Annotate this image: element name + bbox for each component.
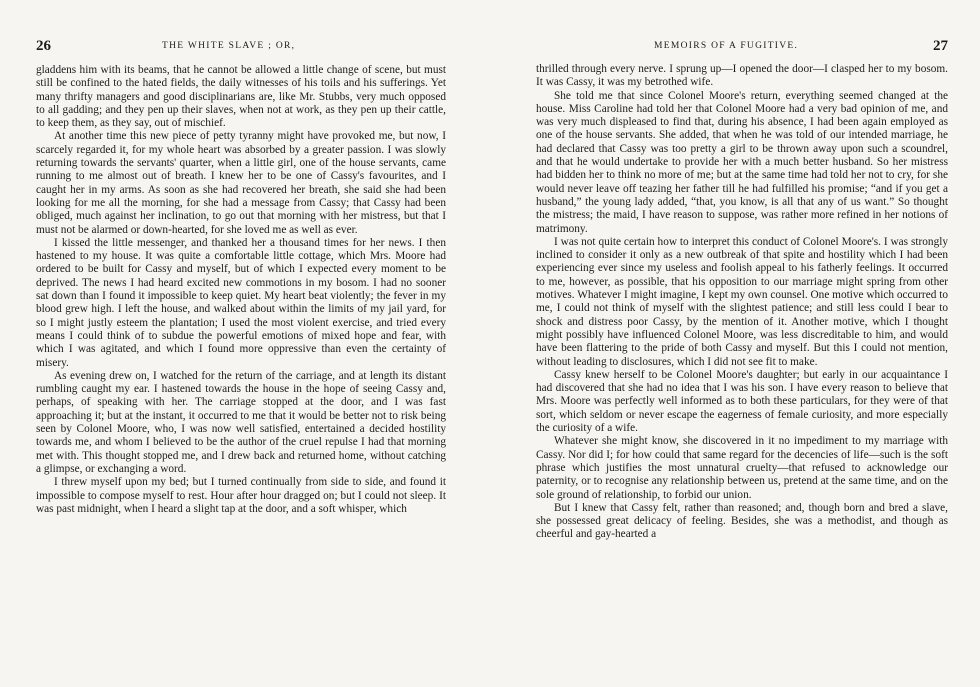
right-running-head: MEMOIRS OF A FUGITIVE. [654,41,799,51]
left-page-header [36,38,446,64]
paragraph: I threw myself upon my bed; but I turned continually from side to side, and found it impossible to compose myself to rest. Hour after hour dragged on; but I could not sleep. It was past midnight, when I heard a slight tap at the door, and a soft whisper, which [36,476,446,515]
paragraph: At another time this new piece of petty tyranny might have provoked me, but now, I scarcely regarded it, for my whole heart was absorbed by a greater passion. I was slowly returning towards the servants' quarter, when a little girl, one of the house servants, came running to me almost out of breath. I knew her to be one of Cassy's favourites, and I caught her in my arms. As soon as she had recovered her breath, she said she had been looking for me all the morning, for she had a message from Cassy; that Cassy had been obliged, much against her inclination, to go out that morning with her mistress, but that I must not be alarmed or down-hearted, for she loved me as well as ever. [36,130,446,236]
paragraph: thrilled through every nerve. I sprung up—I opened the door—I clasped her to my bosom. It was Cassy, it was my betrothed wife. [536,63,948,89]
left-running-head: THE WHITE SLAVE ; OR, [162,41,296,51]
paragraph: I was not quite certain how to interpret this conduct of Colonel Moore's. I was strongly inclined to consider it only as a new outbreak of that spite and hostility which I had been experiencing ever since my useless and foolish appeal to his fatherly feelings. It occurred to me, however, as possible, that his opposition to our marriage might spring from other motives. Whatever I might imagine, I kept my own counsel. One motive which occurred to me, I could not think of myself with the slightest patience; and still less could I bear to shock and distress poor Cassy, by the mention of it. Another motive, which I thought might possibly have influenced Colonel Moore, was less discreditable to him, and would have been flattering to the pride of both Cassy and myself. But this I could not mention, without leading to disclosures, which I did not see fit to make. [536,235,948,368]
paragraph: But I knew that Cassy felt, rather than reasoned; and, though born and bred a slave, she possessed great delicacy of feeling. Besides, she was a methodist, and though as cheerful and gay-hearted a [536,501,948,541]
left-page-body [36,64,446,516]
paragraph: As evening drew on, I watched for the return of the carriage, and at length its distant rumbling caught my ear. I hastened towards the house in the hope of seeing Cassy and, perhaps, of speaking with her. The carriage stopped at the door, and I was fast approaching it; but at the instant, it occurred to me that it would be better not to risk being seen by Colonel Moore, who, I was now well satisfied, entertained a decided hostility towards me, and whom I believed to be the author of the cruel repulse I had that morning met with. This thought stopped me, and I drew back and returned home, without catching a glimpse, or exchanging a word. [36,369,446,475]
left-page-number: 26 [36,38,51,54]
paragraph: gladdens him with its beams, that he cannot be allowed a little change of scene, but must still be confined to the hated fields, the daily witnesses of his toils and his sufferings. Yet many thrifty managers and good disciplinarians are, like Mr. Stubbs, very much opposed to all gadding; and they pen up their slaves, when not at work, as they pen up their cattle, to keep them, as they say, out of mischief. [36,64,446,130]
right-page-header [536,38,948,64]
paragraph: I kissed the little messenger, and thanked her a thousand times for her news. I then hastened to my house. It was quite a comfortable little cottage, which Mrs. Moore had ordered to be built for Cassy and myself, but of which I expected every moment to be deprived. The news I had heard excited new commotions in my bosom. I had no sooner sat down than I found it impossible to keep quiet. My heart beat violently; the fever in my blood grew high. I left the house, and walked about within the limits of my jail yard, for so I might justly esteem the plantation; I used the most violent exercise, and tried every means I could think of to subdue the powerful emotions of mixed hope and fear, with which I was agitated, and which I found more oppressive than even the certainty of misery. [36,236,446,369]
right-page [536,0,948,687]
paragraph: Cassy knew herself to be Colonel Moore's daughter; but early in our acquaintance I had discovered that she had no idea that I was his son. I have every reason to believe that Mrs. Moore was perfectly well informed as to both these particulars, for they were of that sort, which seldom or never escape the eagerness of female curiosity, and more especially the curiosity of a wife. [536,368,948,435]
right-page-body [536,63,948,542]
left-page [36,0,446,687]
right-page-number: 27 [933,38,948,54]
paragraph: Whatever she might know, she discovered in it no impediment to my marriage with Cassy. Nor did I; for how could that same regard for the decencies of life—such is the soft phrase which justifies the most unnatural cruelty—that refused to acknowledge our paternity, or to recognise any relationship between us, pretend at the same time, and on the sole ground of relationship, to forbid our union. [536,435,948,501]
paragraph: She told me that since Colonel Moore's return, everything seemed changed at the house. Miss Caroline had told her that Colonel Moore had a very bad opinion of me, and was very much displeased to find that, during his absence, I had been again employed as one of the house servants. She added, that when he was told of our intended marriage, he had declared that Cassy was too pretty a girl to be thrown away upon such a scoundrel, and that he would undertake to provide her with a much better husband. So her mistress had bidden her to think no more of me; but at the same time had told her not to cry, for she would never leave off teazing her father till he had fulfilled his promise; “and if you get a husband,” the young lady added, “that, you know, is all that any of us want.” So thought the mistress; the maid, I have reason to suppose, was rather more refined in her notions of matrimony. [536,89,948,235]
